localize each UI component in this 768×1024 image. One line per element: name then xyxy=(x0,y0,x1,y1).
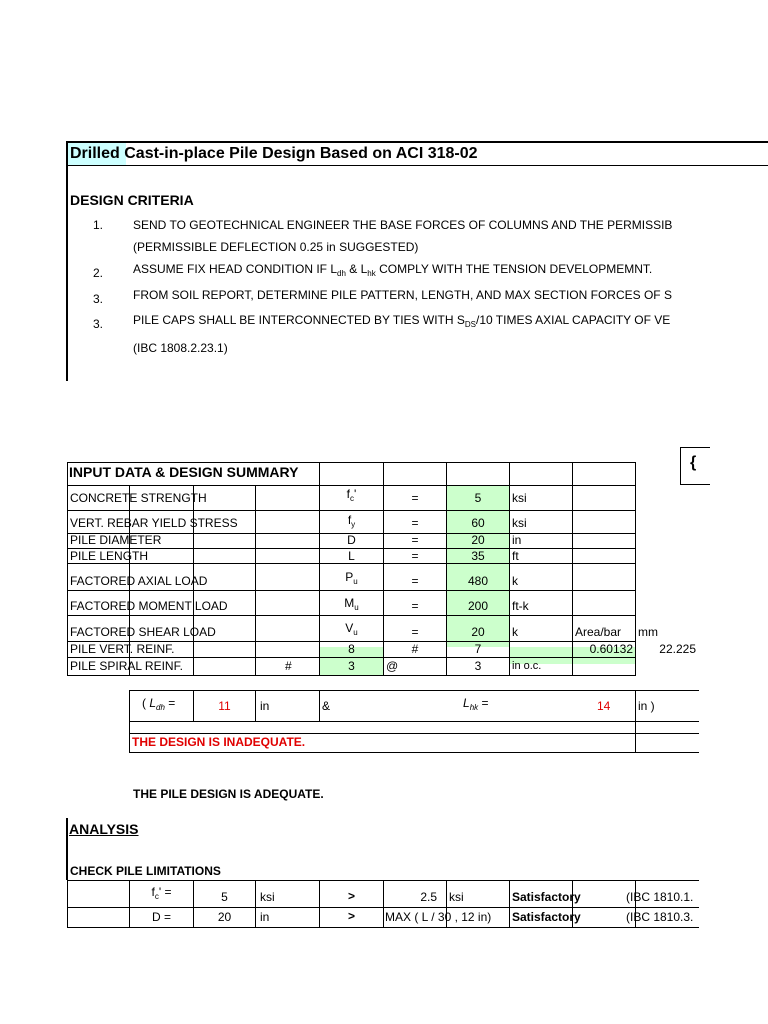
check-fc-symbol: $f_c'$ = xyxy=(151,885,172,901)
summary-heading: INPUT DATA & DESIGN SUMMARY xyxy=(69,464,299,480)
check-fc-limit-unit: ksi xyxy=(449,890,464,904)
vert-hash: # xyxy=(411,642,419,656)
criteria-num-3: 3. xyxy=(93,292,104,306)
eq-5: = xyxy=(411,574,419,588)
criteria-text-1: SEND TO GEOTECHNICAL ENGINEER THE BASE FORCES OF COLUMNS AND THE PERMISSIB xyxy=(133,218,673,232)
criteria-num-2: 2. xyxy=(93,266,104,280)
grid-line xyxy=(67,657,636,658)
check-d-status: Satisfactory xyxy=(512,910,581,924)
eq-6: = xyxy=(411,599,419,613)
input-vert-count[interactable]: 8 xyxy=(348,642,355,656)
criteria-text-4b: (IBC 1808.2.23.1) xyxy=(133,341,228,355)
input-moment-load[interactable]: 200 xyxy=(467,599,489,613)
eq-7: = xyxy=(411,625,419,639)
grid-line xyxy=(67,462,68,676)
grid-line xyxy=(319,690,320,722)
criteria-num-1: 1. xyxy=(93,218,104,232)
criteria-text-4: PILE CAPS SHALL BE INTERCONNECTED BY TIES WITH $S_{DS}/10$ TIMES AXIAL CAPACITY OF VE xyxy=(133,313,671,329)
criteria-text-2: ASSUME FIX HEAD CONDITION IF $L_{dh}$ & $L_{hk}$ COMPLY WITH THE TENSION DEVELOPMEMNT. xyxy=(133,262,653,278)
unit-ksi-2: ksi xyxy=(512,516,527,530)
label-axial-load: FACTORED AXIAL LOAD xyxy=(70,574,208,588)
grid-line xyxy=(129,690,130,753)
unit-ksi-1: ksi xyxy=(512,491,527,505)
spiral-unit: in o.c. xyxy=(512,660,542,672)
grid-line xyxy=(383,880,384,928)
lhk-unit: in ) xyxy=(638,699,655,713)
grid-line xyxy=(129,721,699,722)
mm-label: mm xyxy=(638,625,658,639)
input-spiral-size[interactable]: 3 xyxy=(348,659,355,673)
left-border xyxy=(66,141,68,381)
grid-line xyxy=(255,690,256,722)
grid-line xyxy=(129,752,699,753)
check-d-operator: > xyxy=(347,909,355,923)
unit-ft-k: ft-k xyxy=(512,599,529,613)
unit-ft: ft xyxy=(512,549,519,563)
title-top-rule xyxy=(66,141,768,143)
grid-line xyxy=(635,690,636,753)
grid-line xyxy=(67,880,68,928)
area-per-bar-value: 0.60132 xyxy=(589,642,633,656)
label-shear-load: FACTORED SHEAR LOAD xyxy=(70,625,216,639)
sym-fc: $f_c'$ xyxy=(346,487,357,503)
design-criteria-heading: DESIGN CRITERIA xyxy=(70,192,194,208)
input-concrete-strength[interactable]: 5 xyxy=(474,491,482,505)
input-pile-length[interactable]: 35 xyxy=(471,549,485,563)
analysis-left-border xyxy=(66,818,68,880)
check-fc-value: 5 xyxy=(221,890,228,904)
grid-line xyxy=(255,880,256,928)
check-d-limit: MAX ( L / 30 , 12 in) xyxy=(385,910,492,924)
pile-design-adequate: THE PILE DESIGN IS ADEQUATE. xyxy=(133,787,324,801)
side-box-mark: { xyxy=(690,454,697,471)
check-fc-unit: ksi xyxy=(260,890,275,904)
sym-l: L xyxy=(348,549,355,563)
check-fc-limit: 2.5 xyxy=(420,890,437,904)
criteria-text-1b: (PERMISSIBLE DEFLECTION 0.25 in SUGGESTED) xyxy=(133,240,419,254)
check-d-value: 20 xyxy=(217,910,232,924)
input-spiral-spacing[interactable]: 3 xyxy=(474,659,482,673)
check-fc-status: Satisfactory xyxy=(512,890,581,904)
ldh-label: ( $L_{dh}$ = xyxy=(142,696,176,712)
label-rebar-yield: VERT. REBAR YIELD STRESS xyxy=(70,516,238,530)
eq-3: = xyxy=(411,533,419,547)
ldh-value: 11 xyxy=(218,699,231,713)
check-fc-reference: (IBC 1810.1. xyxy=(626,890,694,904)
grid-line xyxy=(67,590,636,591)
spiral-hash: # xyxy=(285,659,292,673)
lhk-value: 14 xyxy=(597,699,611,713)
grid-line xyxy=(67,510,636,511)
input-rebar-yield[interactable]: 60 xyxy=(471,516,485,530)
analysis-heading: ANALYSIS xyxy=(69,821,139,837)
grid-line xyxy=(509,880,510,928)
sym-vu: $V_u$ xyxy=(345,621,358,637)
sym-fy: $f_y$ xyxy=(347,513,356,529)
design-inadequate-warning: THE DESIGN IS INADEQUATE. xyxy=(132,735,306,749)
label-pile-diameter: PILE DIAMETER xyxy=(70,533,162,547)
grid-line xyxy=(67,675,636,676)
title-bottom-rule xyxy=(66,165,768,166)
lhk-label: $L_{hk}$ = xyxy=(463,696,489,712)
ampersand: & xyxy=(322,699,331,713)
eq-4: = xyxy=(411,549,419,563)
eq-1: = xyxy=(411,491,419,505)
criteria-num-4: 3. xyxy=(93,317,104,331)
ldh-unit: in xyxy=(260,699,270,713)
check-d-unit: in xyxy=(260,910,270,924)
input-pile-diameter[interactable]: 20 xyxy=(471,533,485,547)
label-spiral-reinf: PILE SPIRAL REINF. xyxy=(70,659,183,673)
label-vert-reinf: PILE VERT. REINF. xyxy=(70,642,175,656)
sym-d: D xyxy=(347,533,356,547)
label-moment-load: FACTORED MOMENT LOAD xyxy=(70,599,228,613)
page-title: Drilled Cast-in-place Pile Design Based on ACI 318-02 xyxy=(70,145,478,162)
grid-line xyxy=(67,615,636,616)
check-d-reference: (IBC 1810.3. xyxy=(626,910,694,924)
grid-line xyxy=(635,462,636,676)
area-per-bar-label: Area/bar xyxy=(575,625,622,639)
label-pile-length: PILE LENGTH xyxy=(70,549,149,563)
grid-line xyxy=(129,733,699,734)
spiral-at: @ xyxy=(386,659,399,673)
input-axial-load[interactable]: 480 xyxy=(467,574,489,588)
criteria-text-3: FROM SOIL REPORT, DETERMINE PILE PATTERN, LENGTH, AND MAX SECTION FORCES OF S xyxy=(133,288,672,302)
grid-line xyxy=(129,690,699,691)
unit-in: in xyxy=(512,533,522,547)
check-pile-limitations-heading: CHECK PILE LIMITATIONS xyxy=(70,864,221,878)
sym-mu: $M_u$ xyxy=(344,596,359,612)
label-concrete-strength: CONCRETE STRENGTH xyxy=(70,491,207,505)
unit-k-2: k xyxy=(512,625,518,639)
grid-line xyxy=(67,563,636,564)
input-vert-size[interactable]: 7 xyxy=(474,642,482,656)
grid-line xyxy=(67,462,636,463)
bar-diameter-mm: 22.225 xyxy=(659,642,696,656)
input-shear-load[interactable]: 20 xyxy=(471,625,485,639)
sym-pu: $P_u$ xyxy=(345,570,358,586)
grid-line xyxy=(67,485,636,486)
grid-line xyxy=(255,485,256,676)
eq-2: = xyxy=(411,516,419,530)
check-d-symbol: D = xyxy=(151,910,171,924)
check-fc-operator: > xyxy=(347,889,355,903)
unit-k-1: k xyxy=(512,574,518,588)
